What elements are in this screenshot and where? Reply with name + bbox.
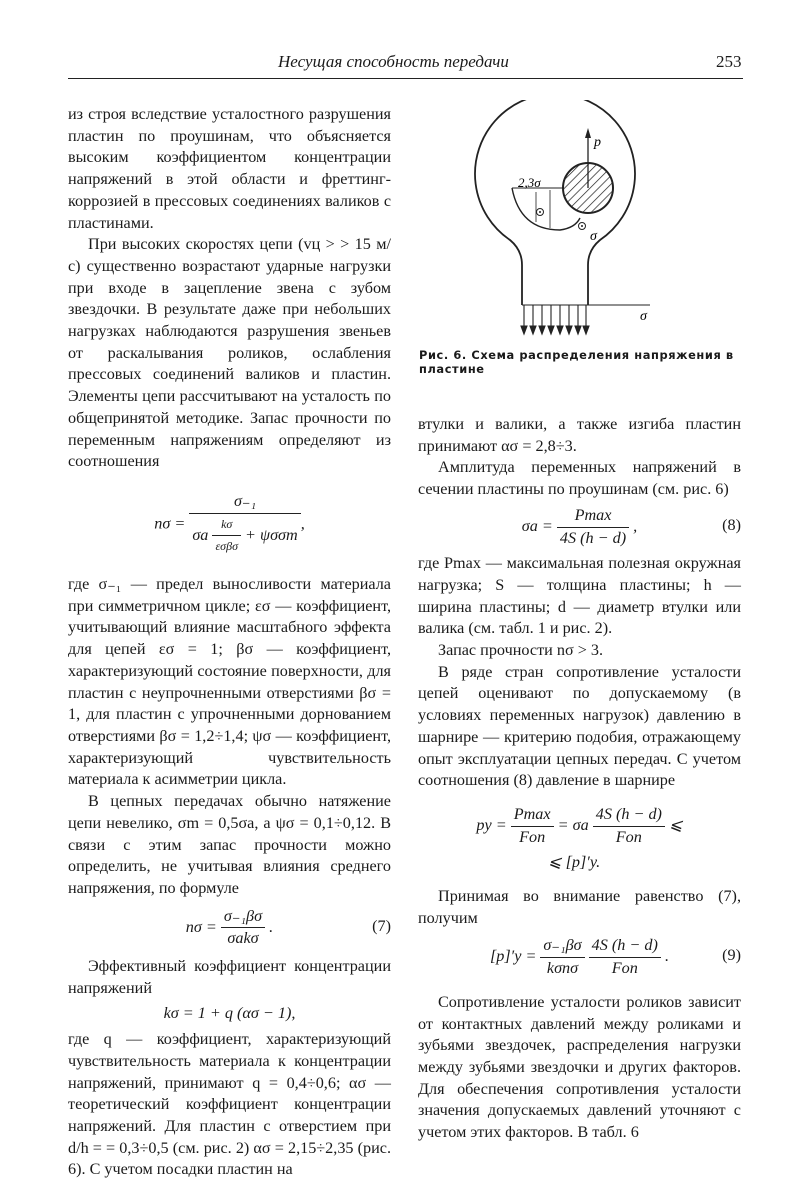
paragraph: Запас прочности nσ > 3. — [438, 641, 604, 660]
paragraph: Амплитуда переменных напряжений в сечении пластины по проушинам (см. рис. 6) — [418, 458, 741, 499]
page-number: 253 — [716, 52, 742, 71]
paragraph: где q — коэффициент, характеризующий чувствительность материала к концентрации напряжений, принимают q = 0,4÷0,6; ασ — теоретический коэффициент концентрации напряжений. Для пластин с отверстием при d/h = = 0,3÷0,5 (см. рис. 2) ασ = 2,15÷2,35 (рис. 6). С учетом посадки пластин на — [68, 1030, 391, 1179]
paragraph: втулки и валики, а также изгиба пластин принимают ασ = 2,8÷3. — [418, 415, 741, 455]
load-label: 2,3σ — [518, 175, 541, 190]
formula-9: [p]′y = $\frac{\text{σ₋₁βσ}}{\text{kσnσ}}$ $\frac{4S (h - d)}{\text{Fоп}}$ . (9) — [489, 936, 741, 978]
right-column — [418, 414, 741, 1144]
paragraph: из строя вследствие усталостного разрушения пластин по проушинам, что объясняется высоким коэффициентом концентрации напряжений в этой области и фреттинг-коррозией в прессовых соединениях валиков с пластинами. — [68, 105, 391, 232]
sigma-side-label: σ — [590, 229, 597, 244]
paragraph: где σ₋₁ — предел выносливости материала при симметричном цикле; εσ — коэффициент, учитывающий влияние масштабного эффекта для цепей εσ = 1; βσ — коэффициент, характеризующий состояние поверхности, для пластин с неупрочненными отверстиями βσ = 1, для пластин с упрочненными дорнованием отверстиями βσ = 1,2÷1,4; ψσ — коэффициент, характеризующий чувствительность материала к асимметрии цикла. — [68, 575, 391, 789]
tension-arrows — [521, 305, 589, 334]
paragraph: В цепных передачах обычно натяжение цепи невелико, σm = 0,5σa, а ψσ = 0,1÷0,12. В связи с этим запас прочности можно определить, не учитывая влияния среднего напряжения, по формуле — [68, 792, 391, 897]
paragraph: где Pmax — максимальная полезная окружная нагрузка; S — толщина пластины; h — ширина пластины; d — диаметр втулки или валика (см. табл. 1 и рис. 2). — [418, 554, 741, 638]
formula-py: py = $\frac{Pmax}{\text{Fоп}}$ = σa $\frac{4S (h - d)}{\text{Fоп}}$ ⩽ — [476, 804, 683, 846]
paragraph: Принимая во внимание равенство (7), получим — [418, 887, 741, 927]
stress-diagram-figure — [440, 100, 660, 350]
formula-8: σa = $\frac{Pmax}{4S (h - d)}$ , (8) — [521, 505, 741, 547]
figure-caption: Рис. 6. Схема распределения напряжения в пластине — [419, 348, 734, 376]
paragraph: Сопротивление усталости роликов зависит от контактных давлений между роликами и зубьями звездочек, распределения нагрузки между зубьями звездочки и других факторов. Для обеспечения сопротивления усталости значения допускаемых давлений уточняют с учетом этих факторов. В табл. 6 — [418, 992, 741, 1142]
paragraph: В ряде стран сопротивление усталости цепей оценивают по допускаемому (в условиях переменных нагрузок) давлению в шарнире — критерию подобия, отражающему опыт эксплуатации цепных передач. С учетом соотношения (8) давление в шарнире — [418, 662, 741, 790]
formula-k-sigma: kσ = 1 + q (ασ − 1), — [163, 1004, 296, 1023]
left-column — [68, 104, 391, 1181]
p-label: p — [594, 135, 601, 150]
plate-outline — [475, 100, 635, 305]
paragraph: При высоких скоростях цепи (vц > > 15 м/с) существенно возрастают ударные нагрузки при входе в зацепление звена с зубом звездочки. В результате даже при небольших нагрузках наблюдаются разрушения звеньев от раскалывания роликов, ослабления прессовых соединений валиков и пластин. Элементы цепи рассчитывают на усталость по общепринятой методике. Запас прочности по переменным напряжениям определяют из соотношения — [68, 235, 391, 471]
running-title: Несущая способность передачи — [278, 52, 509, 71]
header-rule — [68, 78, 743, 79]
paragraph: Эффективный коэффициент концентрации напряжений — [68, 957, 391, 997]
sigma-bottom-label: σ — [640, 309, 647, 324]
formula-7: nσ = $\frac{\text{σ₋₁βσ}}{\text{σakσ}}$ . (7) — [185, 906, 391, 948]
formula-py-line2: ⩽ [p]′y. — [548, 853, 601, 872]
formula-n-sigma: nσ = σ₋₁ σa $\frac{k\sigma}{\text{εσβσ}}$ + ψσσm , — [154, 491, 305, 554]
